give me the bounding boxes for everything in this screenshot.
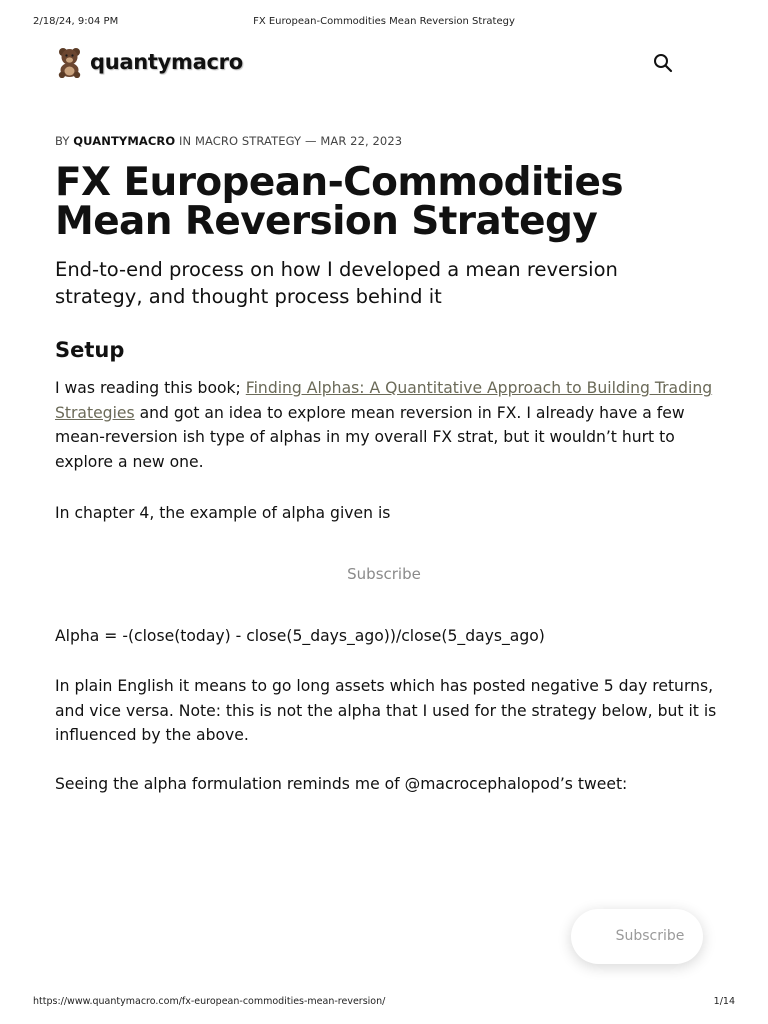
category-link[interactable]: MACRO STRATEGY (194, 134, 302, 148)
paragraph-explanation: In plain English it means to go long assets which has posted negative 5 day returns, and vice versa. Note: this is not the alpha that I used for the strategy below, but it is influenced by the above. (55, 677, 717, 745)
alpha-formula: Alpha = -(close(today) - close(5_days_ago))/close(5_days_ago) (55, 627, 545, 645)
post-title: FX European-Commodities Mean Reversion Strategy (55, 160, 624, 244)
print-datetime: 2/18/24, 9:04 PM (33, 16, 119, 27)
author-link[interactable]: QUANTYMACRO (73, 134, 176, 148)
teddy-bear-icon (55, 46, 85, 78)
print-header (0, 16, 768, 30)
print-footer (0, 996, 768, 1010)
print-doc-title: FX European-Commodities Mean Reversion Strategy (253, 16, 515, 27)
book-link[interactable]: Finding Alphas: A Quantitative Approach to Building Trading Strategies (55, 379, 713, 422)
post-date: MAR 22, 2023 (320, 134, 403, 148)
subscribe-inline-button[interactable]: Subscribe (347, 565, 421, 583)
site-header (55, 44, 680, 82)
section-heading-setup: Setup (55, 338, 125, 362)
paragraph-chapter: In chapter 4, the example of alpha given is (55, 504, 391, 522)
post-subtitle: End-to-end process on how I developed a mean reversion strategy, and thought process behind it (55, 258, 618, 308)
print-url: https://www.quantymacro.com/fx-european-commodities-mean-reversion/ (33, 996, 386, 1007)
paragraph-intro: I was reading this book; Finding Alphas: A Quantitative Approach to Building Trading Strategies and got an idea to explore mean reversion in FX. I already have a few mean-reversion ish type of alphas in my overall FX strat, but it wouldn’t hurt to explore a new one. (55, 379, 713, 472)
subscribe-floating-button[interactable]: Subscribe (571, 909, 703, 964)
search-icon[interactable] (652, 52, 674, 74)
paragraph-tweet-intro: Seeing the alpha formulation reminds me of @macrocephalopod’s tweet: (55, 775, 628, 793)
post-byline: BY QUANTYMACRO IN MACRO STRATEGY — MAR 22, 2023 (55, 134, 403, 148)
print-page-number: 1/14 (713, 996, 735, 1007)
site-name: quantymacro (90, 50, 243, 74)
